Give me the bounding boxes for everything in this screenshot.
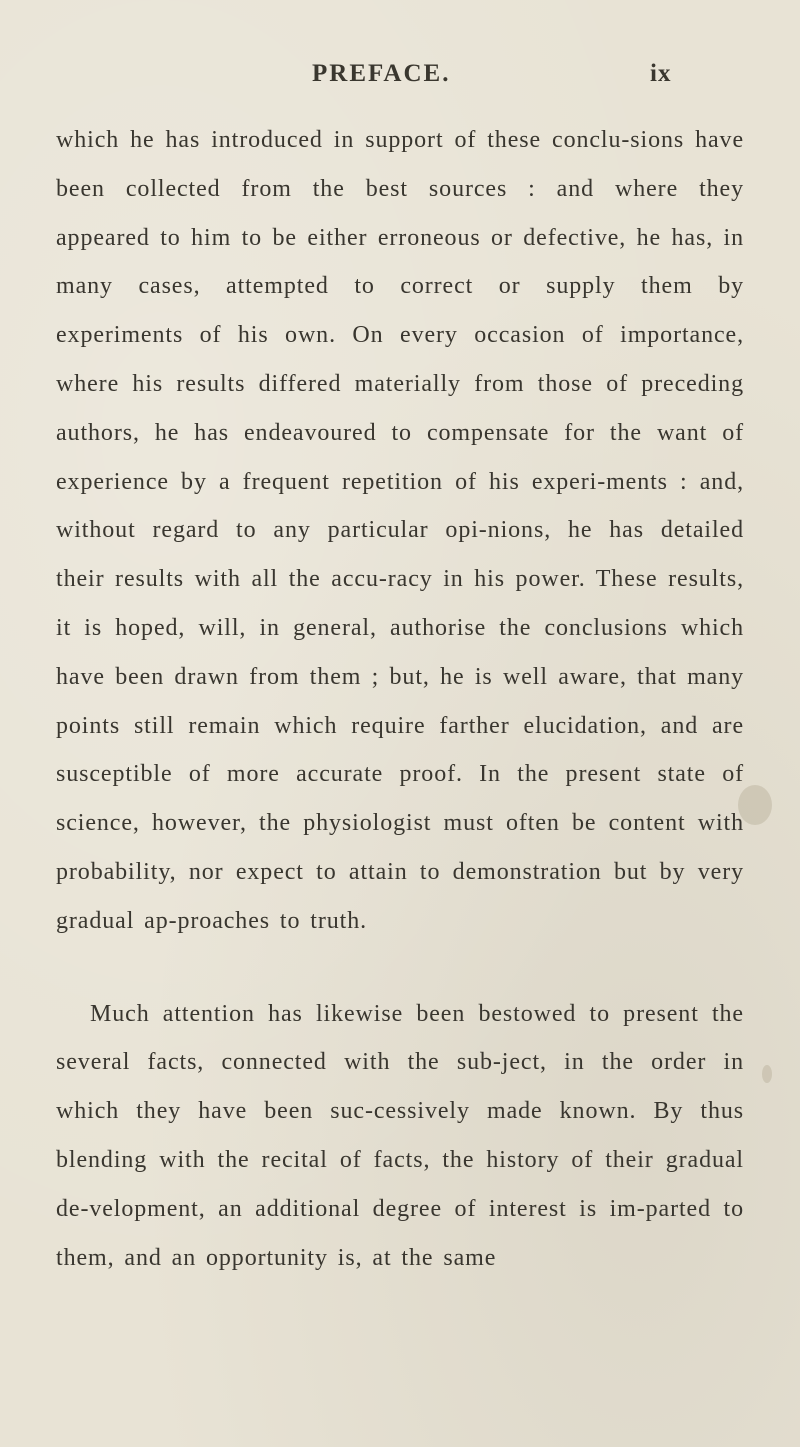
running-head: PREFACE. [312, 60, 451, 87]
page-number: ix [650, 60, 672, 87]
paper-stain [738, 785, 772, 825]
paragraph-2: Much attention has likewise been bestowed to present the several facts, connected with the sub-ject, in the order in which they have been suc-cessively made known. By thus blending with the recital of facts, the history of their gradual de-velopment, an additional degree of interest is im-parted to them, and an opportunity is, at the same [56, 1000, 744, 1271]
page-header [0, 60, 800, 100]
paragraph-1: which he has introduced in support of these conclu-sions have been collected from the best sources : and where they appeared to him to be either erroneous or defective, he has, in many cases, attempted to correct or supply them by experiments of his own. On every occasion of importance, where his results differed materially from those of preceding authors, he has endeavoured to compensate for the want of experience by a frequent repetition of his experi-ments : and, without regard to any particular opi-nions, he has detailed their results with all the accu-racy in his power. These results, it is hoped, will, in general, authorise the conclusions which have been drawn from them ; but, he is well aware, that many points still remain which require farther elucidation, and are susceptible of more accurate proof. In the present state of science, however, the physiologist must often be content with probability, nor expect to attain to demonstration but by very gradual ap-proaches to truth. [56, 127, 744, 934]
paper-stain [762, 1065, 772, 1083]
body-text [56, 116, 744, 1282]
